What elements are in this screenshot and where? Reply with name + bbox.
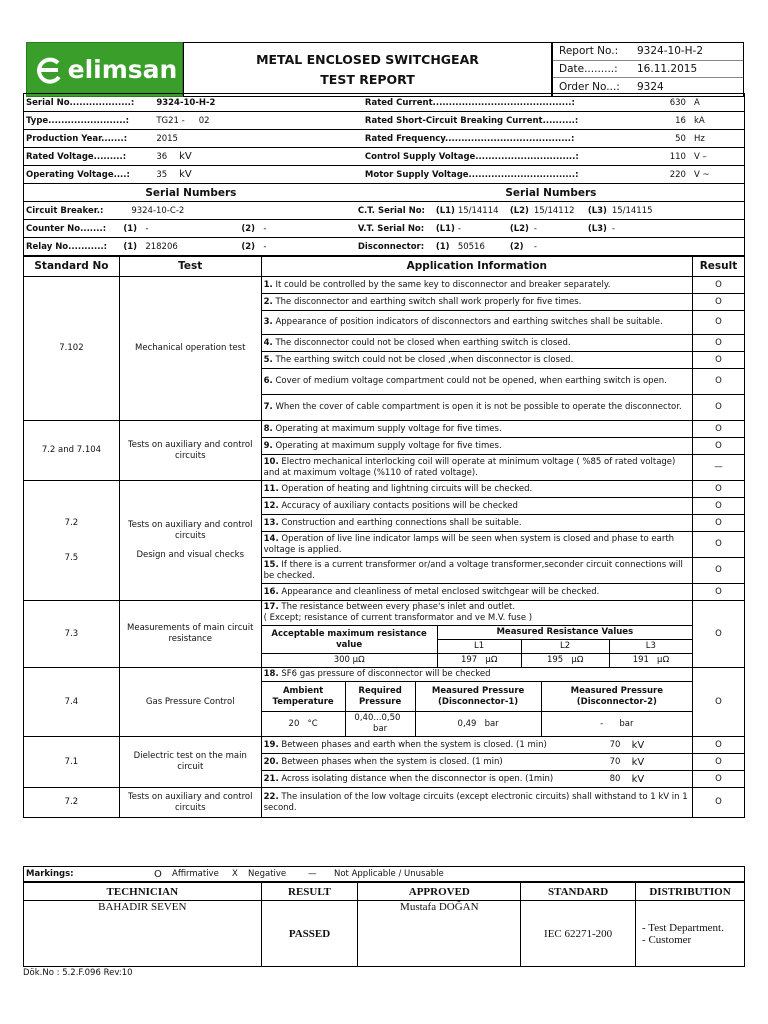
item-text: It could be controlled by the same key to disconnector and breaker separately.: [275, 279, 611, 290]
item-text: Between phases and earth when the system is closed. (1 min): [281, 739, 547, 750]
item-text: Accuracy of auxiliary contacts positions will be checked: [281, 500, 518, 511]
serial-label: Serial No...................:: [26, 97, 135, 108]
item-text: Construction and earthing connections shall be suitable.: [281, 517, 522, 528]
unit: kV: [631, 756, 645, 768]
app-info-item: [261, 335, 692, 352]
serial-value: 9324-10-H-2: [156, 97, 216, 108]
item-text: The insulation of the low voltage circuits (except electronic circuits) shall withstand to 1 kV in 1 second.: [263, 791, 688, 813]
ct-l3-value: 15/14115: [611, 205, 653, 216]
ambient-header: Ambient Temperature: [261, 682, 345, 712]
production-year-label: Production Year.......:: [26, 133, 128, 144]
item-result: O: [693, 532, 745, 558]
standard-cell: 7.2: [24, 788, 120, 818]
circuit-breaker-label: Circuit Breaker.:: [26, 205, 104, 216]
test-cell: Tests on auxiliary and control circuits: [119, 788, 261, 818]
item-result: O: [693, 277, 745, 294]
ct-l2-label: (L2): [509, 205, 529, 216]
item-number: 9.: [263, 440, 273, 451]
item-number: 14.: [263, 533, 279, 544]
distribution-2: - Customer: [642, 933, 692, 946]
item-result: —: [693, 455, 745, 481]
l1-value: 197: [460, 655, 478, 665]
na-text: Not Applicable / Unusable: [334, 869, 444, 879]
vt-l3-label: (L3): [587, 223, 607, 234]
test-table: [23, 256, 745, 818]
item-number: 6.: [263, 376, 273, 386]
ct-label: C.T. Serial No:: [357, 205, 425, 216]
item-number: 7.: [263, 402, 273, 412]
title-line2: TEST REPORT: [320, 72, 415, 87]
rated-voltage-value: 36: [156, 152, 168, 162]
app-info-item: [261, 754, 692, 771]
unit: kV: [631, 739, 645, 751]
counter-1-label: (1): [123, 223, 138, 234]
app-info-item: [261, 515, 692, 532]
test-cell: Measurements of main circuit resistance: [119, 601, 261, 668]
app-info-item: [261, 601, 692, 668]
test-cell: Gas Pressure Control: [119, 668, 261, 737]
app-info-item: [261, 352, 692, 369]
disc-1-label: (1): [435, 241, 450, 252]
l3-header: L3: [609, 640, 692, 654]
unit: kV: [631, 773, 645, 785]
company-logo: [26, 42, 183, 97]
item-result: O: [693, 771, 745, 788]
item-number: 2.: [263, 296, 273, 307]
logo-mark-icon: [32, 53, 66, 87]
item-number: 10.: [263, 456, 279, 467]
std-value: 7.102: [59, 343, 84, 353]
item-text: The disconnector and earthing switch shall work properly for five times.: [275, 296, 582, 307]
document-number: Dök.No : 5.2.F.096 Rev:10: [23, 968, 133, 978]
relay-2-value: -: [263, 241, 267, 252]
counter-2-label: (2): [241, 223, 256, 234]
measured-header: Measured Resistance Values: [437, 626, 692, 640]
item-number: 3.: [263, 317, 273, 327]
item-number: 16.: [263, 586, 279, 597]
relay-label: Relay No...........:: [26, 241, 108, 252]
control-voltage-label: Control Supply Voltage...............................:: [364, 151, 579, 162]
short-circuit-value: 16: [675, 115, 686, 126]
item-result: O: [693, 737, 745, 754]
required-header: Required Pressure: [345, 682, 415, 712]
report-no-label: Report No.:: [559, 45, 619, 58]
item-text: Operating at maximum supply voltage for five times.: [275, 440, 502, 451]
type-label: Type........................:: [26, 115, 130, 126]
item-text: If there is a current transformer or/and a voltage transformer,seconder circuit connections will be checked.: [263, 559, 683, 581]
standard-cell: [24, 277, 120, 421]
rated-frequency-value: 50: [675, 133, 686, 144]
report-date: 16.11.2015: [637, 62, 698, 75]
item-number: 13.: [263, 517, 279, 528]
header-result: Result: [693, 257, 745, 277]
item-result: O: [693, 335, 745, 352]
unit: µΩ: [657, 655, 669, 665]
operating-voltage-label: Operating Voltage....:: [26, 169, 130, 180]
test-name: Mechanical operation test: [135, 343, 246, 353]
report-box: [552, 42, 744, 97]
app-info-item: [261, 668, 692, 737]
l1-header: L1: [437, 640, 521, 654]
item-result: O: [693, 558, 745, 584]
relay-1-label: (1): [123, 241, 138, 252]
item-number: 19.: [263, 739, 279, 750]
item-result: O: [693, 294, 745, 311]
rated-voltage-unit: kV: [179, 151, 192, 162]
item-number: 1.: [263, 279, 273, 290]
item-text: The disconnector could not be closed when earthing switch is closed.: [275, 337, 571, 348]
rated-frequency-unit: Hz: [693, 133, 705, 144]
header-application: Application Information: [261, 257, 692, 277]
disc-2-value: -: [533, 241, 537, 252]
standard-cell: 7.1: [24, 737, 120, 788]
item-number: 5.: [263, 354, 273, 365]
item-result: O: [693, 515, 745, 532]
measured-1-header: Measured Pressure (Disconnector-1): [415, 682, 541, 712]
item-text: Operation of live line indicator lamps will be seen when system is closed and phase to earth voltage is applied.: [263, 533, 675, 555]
unit: bar: [373, 724, 388, 734]
overall-result: PASSED: [261, 901, 358, 967]
app-info-item: [261, 481, 692, 498]
relay-2-label: (2): [241, 241, 256, 252]
standard-value: IEC 62271-200: [521, 901, 636, 967]
item-result: O: [693, 311, 745, 335]
ct-l1-value: 15/14114: [457, 205, 499, 216]
test-voltage: 70: [609, 756, 621, 767]
item-result: O: [693, 421, 745, 438]
distribution-1: - Test Department.: [642, 921, 724, 934]
operating-voltage-value: 35: [156, 170, 168, 180]
report-no: 9324-10-H-2: [637, 45, 704, 58]
item-number: 12.: [263, 500, 279, 511]
app-info-item: [261, 788, 692, 818]
item-number: 4.: [263, 337, 273, 348]
vt-l3-value: -: [611, 223, 615, 234]
approver-name: Mustafa DOĞAN: [358, 901, 521, 967]
serials-right-head: Serial Numbers: [505, 186, 597, 199]
item-result: O: [693, 438, 745, 455]
header-test: Test: [119, 257, 261, 277]
negative-text: Negative: [248, 869, 287, 879]
motor-voltage-value: 220: [669, 169, 686, 180]
item-result: O: [693, 481, 745, 498]
page-title: [183, 42, 552, 97]
counter-label: Counter No.......:: [26, 223, 107, 234]
motor-voltage-unit: V ~: [693, 169, 710, 180]
item-result: O: [693, 601, 745, 668]
short-circuit-label: Rated Short-Circuit Breaking Current..........:: [364, 115, 579, 126]
ct-l1-label: (L1): [435, 205, 455, 216]
item-text: Operation of heating and lightning circuits will be checked.: [281, 483, 533, 494]
measured-1-value: 0,49: [457, 718, 477, 729]
na-symbol: —: [308, 869, 317, 879]
item-number: 22.: [263, 791, 279, 802]
disc-2-label: (2): [509, 241, 524, 252]
type-value-2: 02: [198, 115, 210, 126]
vt-l1-label: (L1): [435, 223, 455, 234]
item-text: Between phases when the system is closed. (1 min): [281, 756, 503, 767]
app-info-item: [261, 294, 692, 311]
date-label: Date.........:: [559, 62, 618, 75]
short-circuit-unit: kA: [693, 115, 705, 126]
negative-symbol: X: [232, 869, 238, 879]
item-text: Across isolating distance when the disconnector is open. (1min): [281, 773, 554, 784]
standard-cell: [24, 481, 120, 601]
serials-left-head: Serial Numbers: [145, 186, 237, 199]
unit: °C: [307, 718, 318, 729]
disconnector-label: Disconnector:: [357, 241, 425, 252]
test-voltage: 80: [609, 773, 621, 784]
disc-1-value: 50516: [457, 241, 485, 252]
vt-l1-value: -: [457, 223, 461, 234]
item-result: O: [693, 395, 745, 421]
app-info-item: [261, 455, 692, 481]
vt-l2-value: -: [533, 223, 537, 234]
item-text: SF6 gas pressure of disconnector will be checked: [281, 669, 491, 679]
test-name: Tests on auxiliary and control circuits: [128, 439, 253, 461]
app-info-item: [261, 737, 692, 754]
app-info-item: [261, 421, 692, 438]
item-result: O: [693, 788, 745, 818]
unit: bar: [484, 718, 499, 729]
signoff-table: [23, 882, 745, 967]
item-text: Cover of medium voltage compartment could not be opened, when earthing switch is open.: [275, 376, 667, 386]
rated-current-value: 630: [669, 97, 686, 108]
acceptable-header: Acceptable maximum resistance value: [261, 626, 437, 654]
unit: µΩ: [571, 655, 584, 665]
counter-2-value: -: [263, 223, 267, 234]
item-number: 20.: [263, 756, 279, 767]
item-text: The resistance between every phase's inlet and outlet.: [281, 602, 516, 612]
rated-current-unit: A: [693, 97, 700, 108]
item-result: O: [693, 498, 745, 515]
item-number: 21.: [263, 773, 279, 784]
item-result: O: [693, 668, 745, 737]
l2-value: 195: [546, 655, 564, 665]
approved-header: APPROVED: [358, 883, 521, 901]
measured-2-header: Measured Pressure (Disconnector-2): [541, 682, 692, 712]
result-header: RESULT: [261, 883, 358, 901]
rated-current-label: Rated Current...........................................:: [364, 97, 575, 108]
rated-voltage-label: Rated Voltage.........:: [26, 151, 127, 162]
distribution-header: DISTRIBUTION: [636, 883, 745, 901]
item-text: Appearance and cleanliness of metal enclosed switchgear will be checked.: [281, 586, 600, 597]
operating-voltage-unit: kV: [179, 169, 192, 180]
item-result: O: [693, 369, 745, 395]
acceptable-value: 300: [333, 655, 350, 665]
item-number: 18.: [263, 669, 279, 679]
app-info-item: [261, 311, 692, 335]
item-number: 8.: [263, 423, 273, 434]
unit: µΩ: [352, 655, 365, 665]
measured-2-value: -: [600, 718, 604, 729]
test-cell: Dielectric test on the main circuit: [119, 737, 261, 788]
rated-frequency-label: Rated Frequency.......................................:: [364, 133, 575, 144]
vt-label: V.T. Serial No:: [357, 223, 425, 234]
required-value: 0,40...0,50: [354, 713, 401, 723]
standard-header: STANDARD: [521, 883, 636, 901]
motor-voltage-label: Motor Supply Voltage.................................:: [364, 169, 579, 180]
test-cell: [119, 421, 261, 481]
type-value: TG21 -: [156, 115, 185, 126]
item-text: When the cover of cable compartment is open it is not be possible to operate the disconnector.: [275, 402, 682, 412]
order-label: Order No...:: [559, 80, 620, 93]
standard-cell: 7.4: [24, 668, 120, 737]
item-text: The earthing switch could not be closed ,when disconnector is closed.: [275, 354, 574, 365]
item-number: 17.: [263, 602, 279, 612]
std-value: 7.2: [64, 517, 79, 528]
test-name: Tests on auxiliary and control circuits: [128, 520, 253, 541]
app-info-item: [261, 558, 692, 584]
item-number: 11.: [263, 483, 279, 494]
order-no: 9324: [637, 80, 664, 93]
markings-label: Markings:: [26, 869, 74, 879]
counter-1-value: -: [145, 223, 149, 234]
control-voltage-unit: V –: [693, 151, 707, 162]
l2-header: L2: [521, 640, 609, 654]
item-result: O: [693, 754, 745, 771]
app-info-item: [261, 395, 692, 421]
test-cell: [119, 481, 261, 601]
title-line1: METAL ENCLOSED SWITCHGEAR: [256, 52, 479, 67]
std-value: 7.5: [64, 552, 79, 563]
item-result: O: [693, 352, 745, 369]
item-text: Electro mechanical interlocking coil will operate at minimum voltage ( %85 of rated voltage) and at maximum voltage (%110 of rated voltage).: [263, 456, 676, 478]
unit: µΩ: [485, 655, 498, 665]
item-text: Appearance of position indicators of disconnectors and earthing switches shall be suitable.: [275, 317, 663, 327]
affirmative-text: Affirmative: [172, 869, 219, 879]
header-standard: Standard No: [24, 257, 120, 277]
affirmative-symbol: O: [154, 868, 162, 880]
std-value: 7.2 and 7.104: [41, 445, 102, 455]
test-cell: [119, 277, 261, 421]
ct-l3-label: (L3): [587, 205, 607, 216]
test-name: Design and visual checks: [136, 550, 245, 560]
markings-legend: [23, 866, 745, 882]
item-number: 15.: [263, 559, 279, 570]
app-info-item: [261, 532, 692, 558]
standard-cell: 7.3: [24, 601, 120, 668]
circuit-breaker-value: 9324-10-C-2: [131, 205, 185, 216]
logo-text: elimsan: [67, 55, 178, 84]
technician-name: BAHADIR SEVEN: [24, 901, 262, 967]
ambient-value: 20: [288, 718, 300, 729]
ct-l2-value: 15/14112: [533, 205, 575, 216]
test-voltage: 70: [609, 739, 621, 750]
production-year-value: 2015: [156, 133, 178, 144]
app-info-item: [261, 584, 692, 601]
serials-table: [23, 183, 745, 256]
app-info-item: [261, 498, 692, 515]
item-result: O: [693, 584, 745, 601]
l3-value: 191: [632, 655, 649, 665]
app-info-item: [261, 369, 692, 395]
app-info-item: [261, 438, 692, 455]
app-info-item: [261, 277, 692, 294]
item-text: Operating at maximum supply voltage for five times.: [275, 423, 502, 434]
vt-l2-label: (L2): [509, 223, 529, 234]
relay-1-value: 218206: [145, 241, 178, 252]
standard-cell: [24, 421, 120, 481]
technician-header: TECHNICIAN: [24, 883, 262, 901]
item-text: ( Except; resistance of current transformator and ve M.V. fuse ): [263, 613, 533, 623]
unit: bar: [619, 718, 634, 729]
app-info-item: [261, 771, 692, 788]
info-table: [23, 93, 745, 184]
control-voltage-value: 110: [669, 151, 686, 162]
